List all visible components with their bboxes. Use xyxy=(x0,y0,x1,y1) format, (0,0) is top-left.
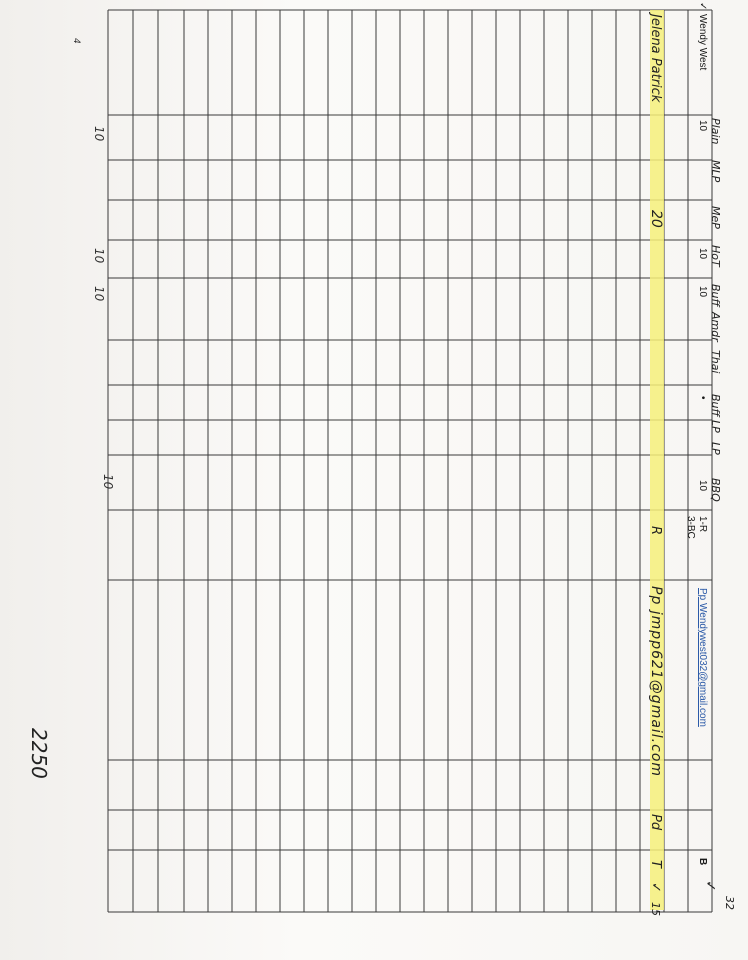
row2-total: 15 xyxy=(649,902,662,916)
row1-bbq: 10 xyxy=(697,480,708,492)
header-mlp: MLP xyxy=(709,160,722,183)
column-headers xyxy=(709,118,722,502)
total-c: 10 xyxy=(92,248,106,264)
header-buff-lp: Buff LP xyxy=(709,394,722,433)
row2-mark1: T xyxy=(648,860,663,868)
row1-total: 32 xyxy=(723,896,736,910)
row1-extra-2: 3-BC xyxy=(685,516,696,539)
row2-mep: 20 xyxy=(648,210,664,228)
header-bbq: BBQ xyxy=(709,478,722,502)
row1-buff: 10 xyxy=(697,286,708,298)
row1-mark: ✓ xyxy=(697,2,708,11)
row1-hot: 10 xyxy=(697,248,708,260)
header-plain: Plain xyxy=(709,118,722,145)
row1-end-mark: B xyxy=(697,858,708,866)
header-mep: MeP xyxy=(709,206,722,229)
row1-total-group xyxy=(702,880,736,910)
header-hot: HoT xyxy=(709,245,722,267)
total-d: 10 xyxy=(92,286,106,302)
row2-contact: Pp jmpp621@gmail.com xyxy=(648,586,664,778)
grand-total: 2250 xyxy=(27,728,51,779)
row2-name: Jelena Patrick xyxy=(648,14,663,103)
header-thai: Thai xyxy=(709,350,722,374)
table-grid xyxy=(108,10,712,912)
row2-check: ✓ xyxy=(648,882,663,893)
total-a: 4 xyxy=(71,38,81,44)
row1-contact: Pp Wendywest032@gmail.com xyxy=(697,588,708,727)
row1-extra-1: 1-R xyxy=(697,516,708,533)
row1-name: Wendy West xyxy=(697,14,708,71)
total-b: 10 xyxy=(92,126,106,142)
row1-plain: 10 xyxy=(697,120,708,132)
row2-extra: R xyxy=(648,526,663,536)
header-buff: Buff xyxy=(709,284,722,307)
total-e: 10 xyxy=(101,474,115,490)
header-amdr: Amdr xyxy=(709,312,722,342)
row1-buff-lp: • xyxy=(697,396,708,400)
row2-end-mark: Pd xyxy=(648,814,663,831)
row1-check: ✓ xyxy=(702,880,718,892)
header-lp: LP xyxy=(709,442,722,455)
